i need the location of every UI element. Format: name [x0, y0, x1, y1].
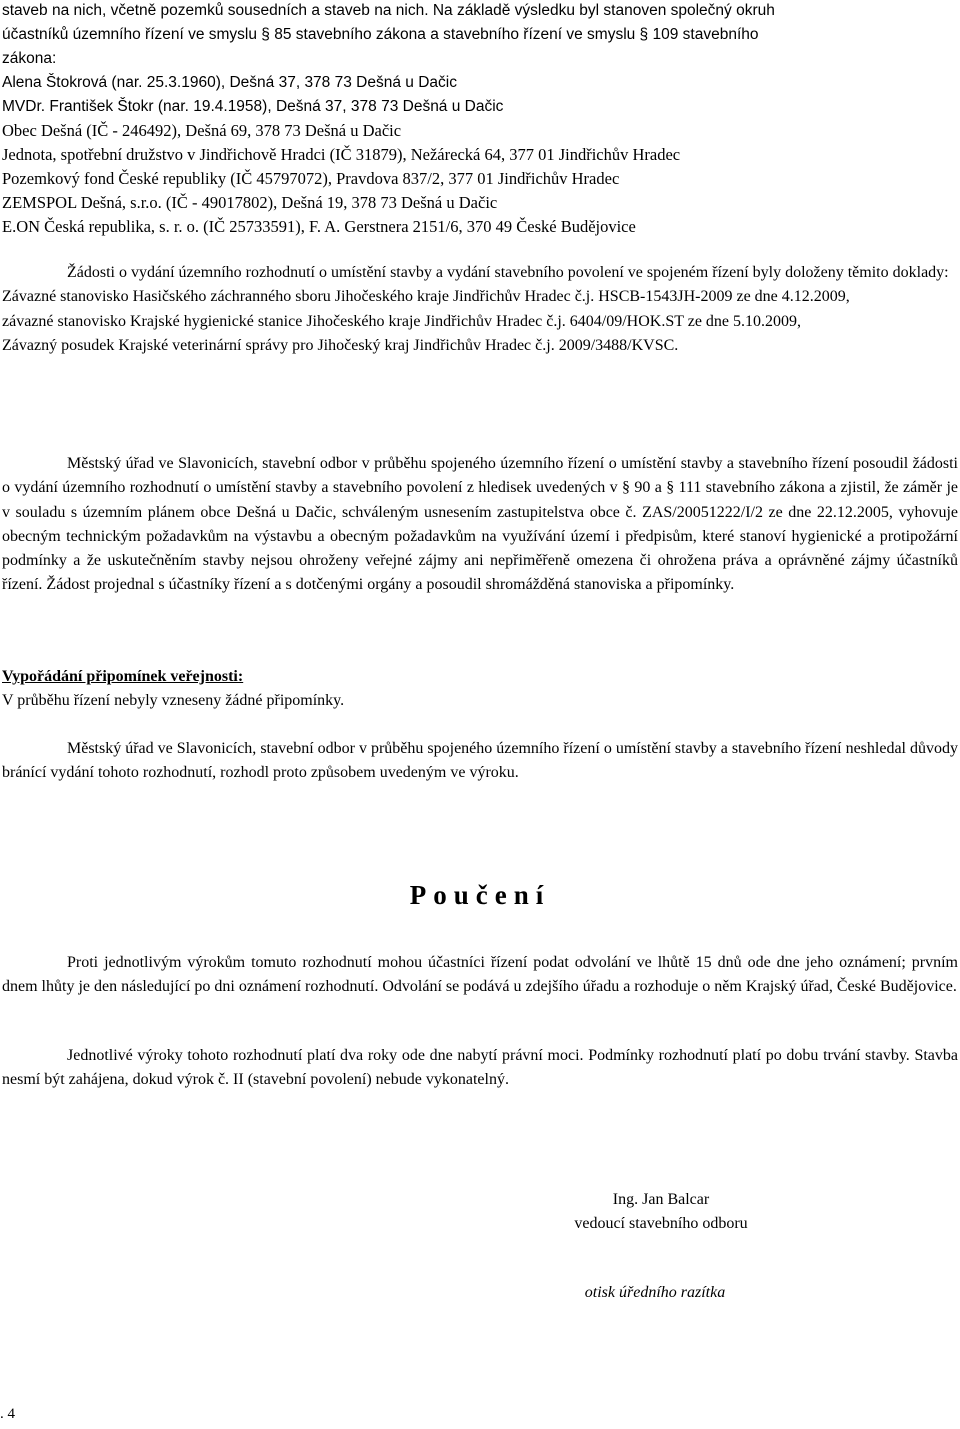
page-number: . 4: [0, 1406, 15, 1422]
participant-line: Obec Dešná (IČ - 246492), Dešná 69, 378 73 Dešná u Dačic: [2, 121, 402, 140]
public-comments-text: V průběhu řízení nebyly vzneseny žádné připomínky.: [2, 692, 345, 710]
document-item: Závazný posudek Krajské veterinární správy pro Jihočeský kraj Jindřichův Hradec č.j. 2009/3488/KVSC.: [2, 336, 679, 354]
public-comments-heading: Vypořádání připomínek veřejnosti:: [2, 668, 244, 685]
document-item: závazné stanovisko Krajské hygienické stanice Jihočeského kraje Jindřichův Hradec č.j. 6404/09/HOK.ST ze dne 5.10.2009,: [2, 312, 802, 330]
participant-line: ZEMSPOL Dešná, s.r.o. (IČ - 49017802), Dešná 19, 378 73 Dešná u Dačic: [2, 193, 498, 212]
documents-intro: Žádosti o vydání územního rozhodnutí o umístění stavby a vydání stavebního povolení ve spojeném řízení byly doloženy těmito doklady:: [67, 264, 949, 281]
participant-line: E.ON Česká republika, s. r. o. (IČ 25733591), F. A. Gerstnera 2151/6, 370 49 České Budějovice: [2, 217, 636, 236]
participant-line: Alena Štokrová (nar. 25.3.1960), Dešná 37, 378 73 Dešná u Dačic: [2, 74, 457, 91]
text-line: staveb na nich, včetně pozemků sousedních a staveb na nich. Na základě výsledku byl stanoven společný okruh: [2, 2, 775, 19]
decision-paragraph: Městský úřad ve Slavonicích, stavební odbor v průběhu spojeného územního řízení o umístění stavby a stavebního řízení neshledal důvody bránící vydání tohoto rozhodnutí, rozhodl proto způsobem uvedeným ve výroku.: [2, 740, 958, 782]
text-line: účastníků územního řízení ve smyslu § 85 stavebního zákona a stavebního řízení ve smyslu § 109 stavebního: [2, 26, 759, 43]
signatory-role: vedoucí stavebního odboru: [574, 1215, 748, 1232]
participant-line: Pozemkový fond České republiky (IČ 45797072), Pravdova 837/2, 377 01 Jindřichův Hradec: [2, 169, 620, 188]
text-line: zákona:: [2, 50, 57, 67]
signatory-name: Ing. Jan Balcar: [612, 1191, 710, 1208]
signature-block: [541, 1188, 781, 1236]
instruction-paragraph: Jednotlivé výroky tohoto rozhodnutí platí dva roky ode dne nabytí právní moci. Podmínky rozhodnutí platí po dobu trvání stavby. Stavba nesmí být zahájena, dokud výrok č. II (stavební povolení) nebude vykonatelný.: [2, 1047, 958, 1089]
instruction-paragraph: Proti jednotlivým výrokům tomuto rozhodnutí mohou účastníci řízení podat odvolání ve lhůtě 15 dnů ode dne jeho oznámení; prvním dnem lhůty je den následující po dni oznámení rozhodnutí. Odvolání se podává u zdejšího úřadu a rozhoduje o něm Krajský úřad, České Budějovice.: [2, 954, 958, 996]
participant-line: Jednota, spotřební družstvo v Jindřichově Hradci (IČ 31879), Nežárecká 64, 377 01 Jindřichův Hradec: [2, 145, 681, 164]
public-comments-section: [2, 665, 958, 714]
participant-line: MVDr. František Štokr (nar. 19.4.1958), Dešná 37, 378 73 Dešná u Dačic: [2, 98, 504, 115]
documents-section: [2, 261, 958, 358]
review-paragraph: Městský úřad ve Slavonicích, stavební odbor v průběhu spojeného územního řízení o umístění stavby a stavebního řízení posoudil žádosti o vydání územního rozhodnutí o umístění stavby a stavebního povolení z hledisek uvedených v § 90 a § 111 stavebního zákona a zjistil, že záměr je v souladu s územním plánem obce Dešná u Dačic, schváleným usnesením zastupitelstva obce č. ZAS/20051222/I/2 ze dne 22.12.2005, vyhovuje obecným technickým požadavkům na výstavbu a obecným požadavkům na využívání území i předpisům, které stanoví hygienické a protipožární podmínky a že uskutečněním stavby nejsou ohroženy veřejné zájmy ani nepřiměřeně omezena či ohrožena práva a oprávněné zájmy účastníků řízení. Žádost projednal s účastníky řízení a s dotčenými orgány a posoudil shromážděná stanoviska a připomínky.: [2, 455, 958, 594]
instruction-heading: Poučení: [409, 880, 551, 910]
document-item: Závazné stanovisko Hasičského záchranného sboru Jihočeského kraje Jindřichův Hradec č.j. HSCB-1543JH-2009 ze dne 4.12.2009,: [2, 288, 850, 306]
stamp-note: otisk úředního razítka: [584, 1284, 726, 1301]
